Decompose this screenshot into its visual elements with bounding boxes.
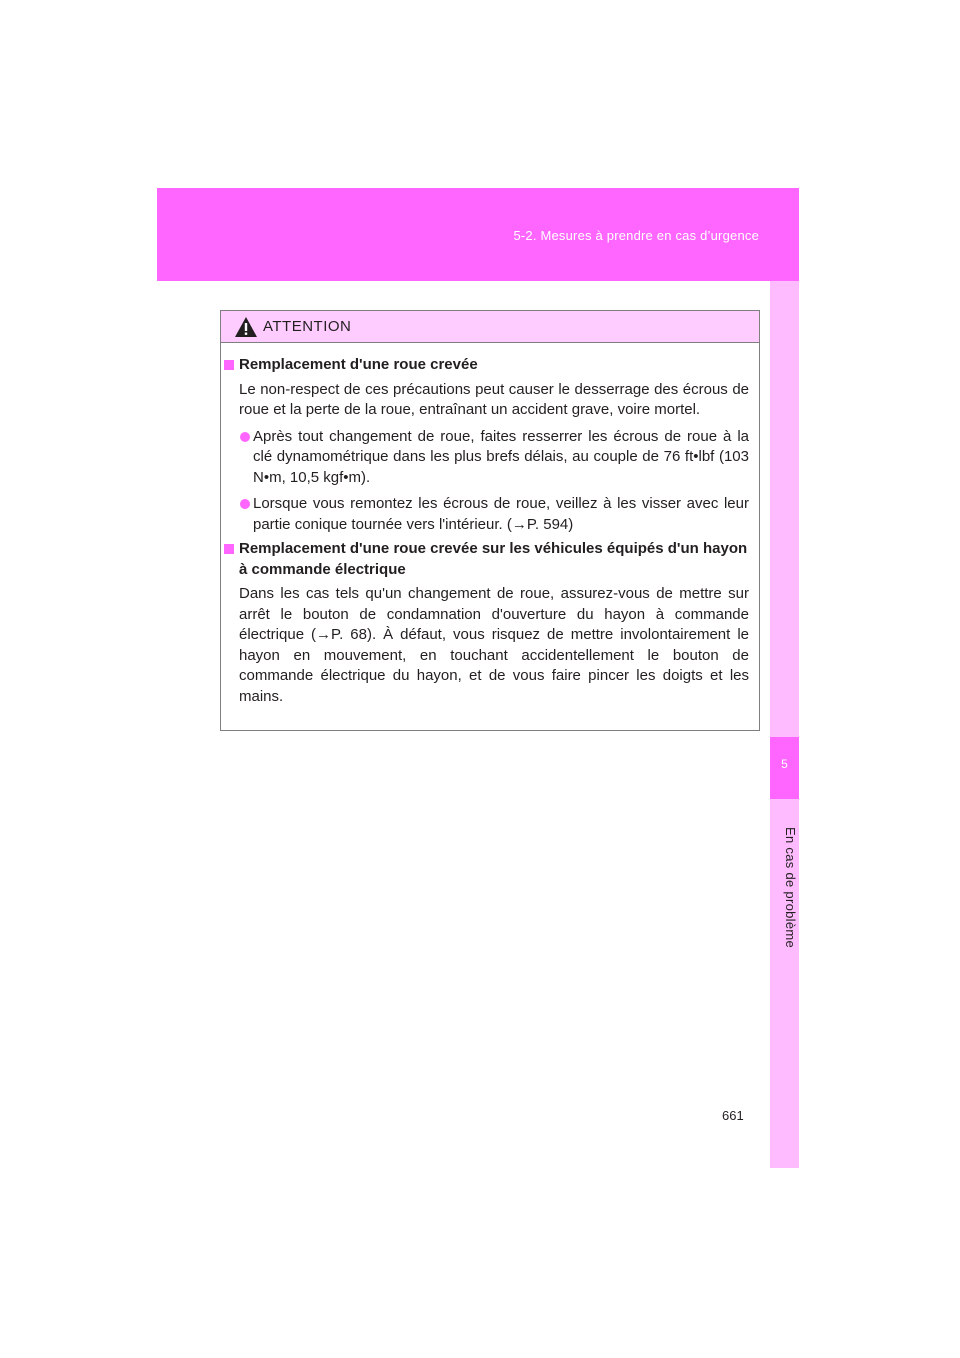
bullet-text: Lorsque vous remontez les écrous de roue, veillez à les visser avec leur partie conique tournée vers l'intérieur. (→P. 594) [253,495,749,533]
round-bullet-icon [240,499,250,509]
round-bullet-icon [240,432,250,442]
caution-box [220,310,760,731]
warning-triangle-icon [234,316,258,338]
square-bullet-icon [224,360,234,370]
bullet-item [253,494,749,535]
section-paragraph: Dans les cas tels qu'un changement de roue, assurez-vous de mettre sur arrêt le bouton de condamnation d'ouverture du hayon à commande électrique (→P. 68). À défaut, vous risquez de mettre involontairement le hayon en mouvement, en touchant accidentellement le bouton de commande électrique du hayon, et de vous faire pincer les doigts et les mains. [239,585,749,705]
caution-body [221,343,759,707]
header-band [157,188,799,281]
side-tab [770,281,799,1168]
bullet-text: Après tout changement de roue, faites resserrer les écrous de roue à la clé dynamométrique dans les plus brefs délais, au couple de 76 ft•lbf (103 N•m, 10,5 kgf•m). [253,427,749,486]
chapter-number: 5 [781,757,788,771]
section-title: 5-2. Mesures à prendre en cas d’urgence [513,228,759,243]
chapter-box [770,737,799,799]
section-heading-text: Remplacement d'une roue crevée [239,356,478,373]
page-number: 661 [722,1108,744,1123]
caution-header [221,311,759,343]
square-bullet-icon [224,544,234,554]
section-heading [221,355,749,376]
bullet-item [253,427,749,489]
chapter-title: En cas de problème [783,827,798,949]
section-heading [221,539,749,580]
caution-title: ATTENTION [263,318,352,335]
section-heading-text: Remplacement d'une roue crevée sur les véhicules équipés d'un hayon à commande électrique [239,540,748,578]
section-paragraph: Le non-respect de ces précautions peut causer le desserrage des écrous de roue et la perte de la roue, entraînant un accident grave, voire mortel. [239,380,749,418]
